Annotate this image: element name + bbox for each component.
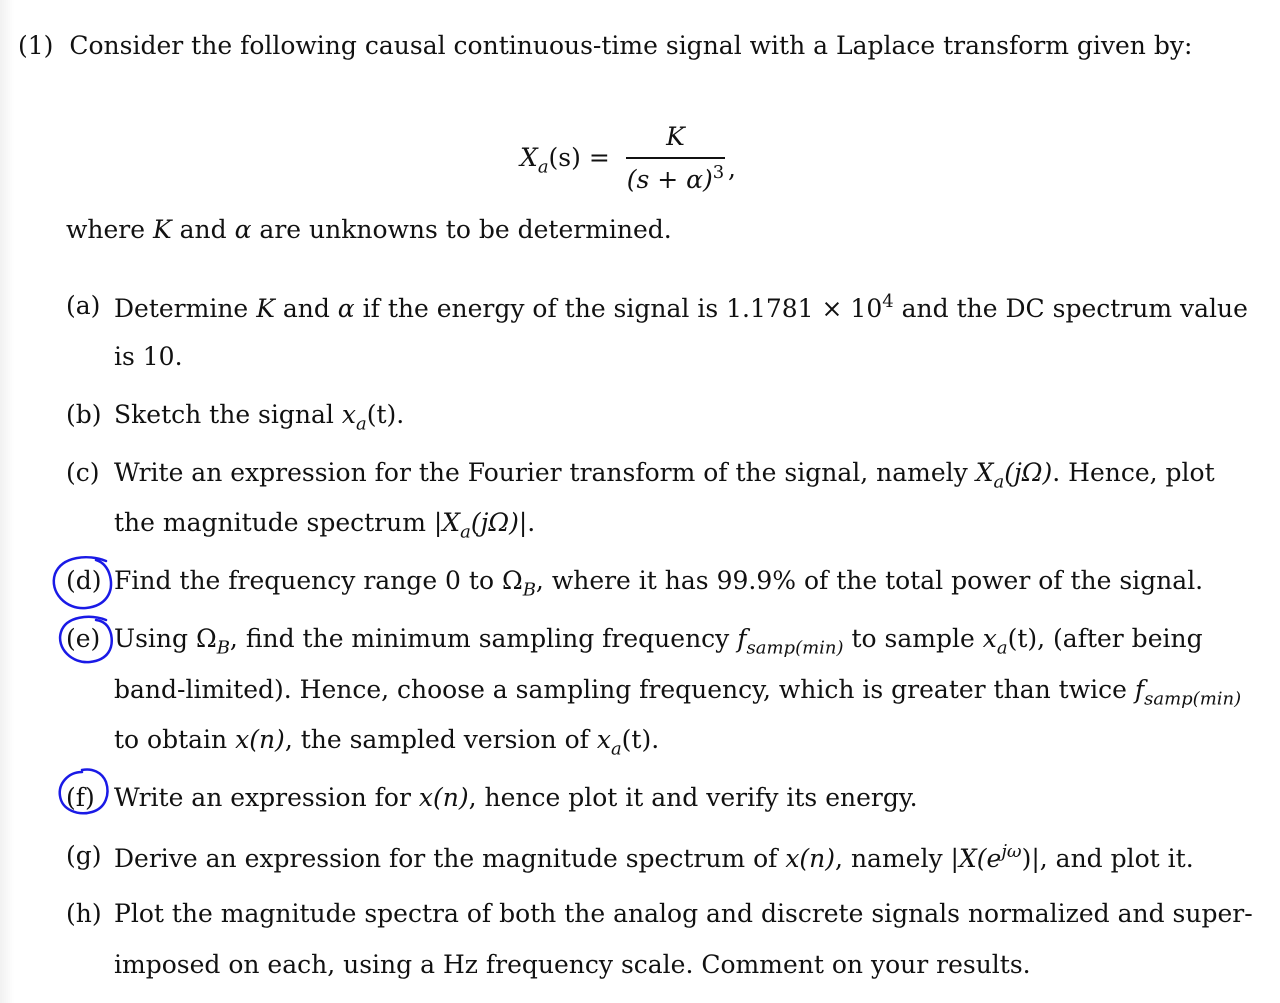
fraction-bar [626, 157, 725, 159]
hand-circle-e-annotation [54, 612, 120, 668]
hand-circle-d-annotation [48, 552, 122, 614]
equation-trailing-comma: , [728, 154, 736, 183]
part-e-line3: to obtain x(n), the sampled version of $x_a(t)$. [114, 725, 660, 760]
part-b-label: (b) [66, 400, 102, 429]
where-line: where K and α are unknowns to be determined. [66, 215, 672, 244]
part-g-label: (g) [66, 841, 102, 870]
part-h-line2: imposed on each, using a Hz frequency scale. Comment on your results. [114, 950, 1031, 979]
part-c-line1: Write an expression for the Fourier transform of the signal, namely $X_a(j\Omega)$. Hence, plot [114, 458, 1215, 493]
part-h-line1: Plot the magnitude spectra of both the analog and discrete signals normalized and super- [114, 899, 1253, 928]
part-e-line1: Using $\Omega_B$, find the minimum sampling frequency $f_{samp(min)}$ to sample $x_a(t)$, (after being [114, 624, 1203, 659]
part-d-text: Find the frequency range 0 to $\Omega_B$, where it has 99.9% of the total power of the signal. [114, 566, 1204, 601]
part-c-line2: the magnitude spectrum $|X_a(j\Omega)|$. [114, 508, 536, 543]
part-f-text: Write an expression for x(n), hence plot it and verify its energy. [114, 783, 918, 812]
hand-circle-f-annotation [52, 764, 118, 820]
part-a-label: (a) [66, 291, 101, 320]
problem-number: (1) [18, 31, 54, 60]
equation-numerator: K [666, 122, 685, 151]
part-f-label: (f) [66, 783, 95, 812]
problem-statement [18, 33, 1192, 58]
part-d-label: (d) [66, 566, 102, 595]
part-c-label: (c) [66, 458, 100, 487]
part-a-line1: Determine K and α if the energy of the signal is $1.1781 \times 10^4$ and the DC spectrum value [114, 291, 1248, 323]
part-h-label: (h) [66, 899, 102, 928]
part-e-label: (e) [66, 624, 101, 653]
problem-intro: Consider the following causal continuous-time signal with a Laplace transform given by: [69, 31, 1193, 60]
page-edge-shadow [0, 0, 14, 1003]
equation-denominator: $(s + \alpha)^3$ [626, 162, 725, 194]
equation-lhs: $X_a(s)$ = [520, 143, 610, 178]
part-a-line2: is 10. [114, 342, 183, 371]
part-g-text: Derive an expression for the magnitude spectrum of x(n), namely $|X(e^{j\omega})|$, and plot it. [114, 841, 1194, 873]
part-e-line2: band-limited). Hence, choose a sampling frequency, which is greater than twice $f_{samp(min)}$ [114, 675, 1242, 710]
part-b-text: Sketch the signal $x_a(t)$. [114, 400, 405, 435]
